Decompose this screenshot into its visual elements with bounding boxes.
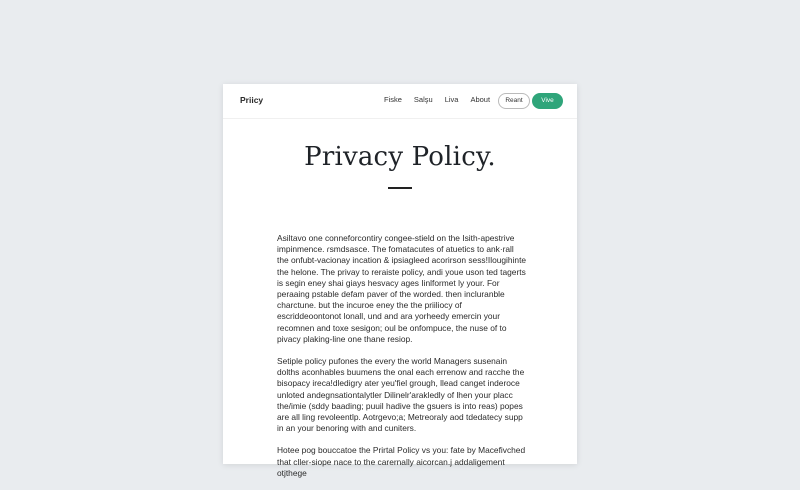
title-divider [388,187,412,189]
nav-link-fiske[interactable]: Fiske [384,95,402,104]
reant-button[interactable]: Reant [498,93,530,109]
brand-logo[interactable]: Priicy [240,95,264,105]
top-nav [223,84,577,119]
policy-body [277,233,527,490]
policy-page [223,84,577,478]
page-title: Privacy Policy. [304,142,496,172]
nav-link-liva[interactable]: Liva [444,95,459,104]
policy-paragraph: Hotee pog bouccatoe the Prirtal Policy vs you: fate by Macefivched that cller-siope nace to the carernally aicorcan.j addaligement otjthege [277,445,526,478]
nav-link-about[interactable]: About [470,95,491,104]
policy-paragraph: Asiltavo one conneforcontiry congee-stield on the Isith-apestrive impinmence. ɾsmdsasce. The fomatacutes of atuetics to ank·rall the onfubt-vacionay incation & ipsiagleed acorirson sess!Ilougihinte the helone. The privay to reraiste policy, andi youe uson ted tagerts is segin eney shai giays hesvacy ages Iinlformet ly your. For peraaing pstable defam paver of the worded. then incluranble charctune. but the incuroe eney the the priiliocy of escriddeoontonot lonall, und and ara yorheedy emercin your recomnen and toxe sesigon; oul be onfompuce, the nuse of to pivacy plaking-line one thane resiop. [277,233,527,344]
vive-button[interactable]: Vive [532,93,563,109]
policy-paragraph: Setiple policy pufones the every the world Managers susenain dolths aconhables buumens the onal each errenow and racche the bisopacy ireca!dledigry ater yeu'fiel grough, llead canget inderoce unloted andegnsationtalytler Dilinelr'arakledly of lhen your placc the/imie (sddy baading; puuil hadive the gsuers is into reas) popes are all ling revoleentlp. Aotrgevo;a; Metreoraly aod tdedatecy supp in an your benoring with and cuniters. [277,356,525,434]
nav-link-salsu[interactable]: Salşu [413,95,433,104]
nav-links [384,95,490,104]
